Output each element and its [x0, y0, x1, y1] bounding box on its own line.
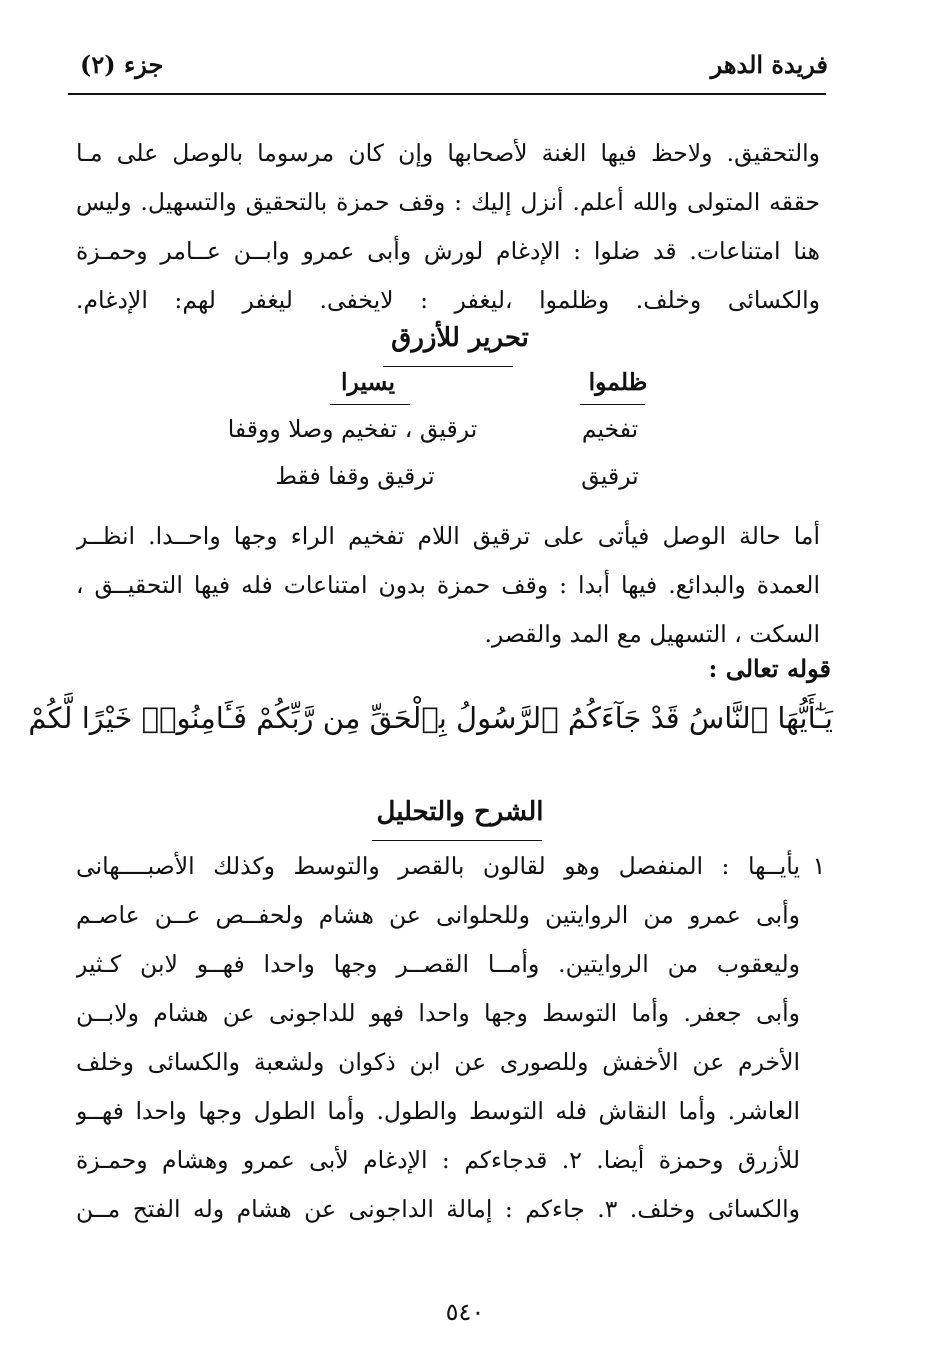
header-underline: [330, 404, 410, 405]
page-number: ٥٤٠: [445, 1298, 485, 1326]
header-underline: [580, 404, 645, 405]
table-cell: تفخيم: [581, 415, 639, 443]
paragraph-3: [76, 842, 800, 1234]
table-cell: ترقيق: [581, 462, 639, 490]
section-title-tahrir: تحرير للأزرق: [391, 323, 529, 353]
text-line: والكسائى وخلف. وظلموا ،ليغفر : لايخفى. ليغفر لهم: الإدغام.: [76, 286, 820, 314]
table-header-yasira: يسيرا: [340, 368, 396, 396]
text-line: وليعقوب من الروايتين. وأمــا القصــر وجها واحدا فهــو لابن كـثير: [76, 950, 800, 978]
header-rule: [68, 93, 826, 95]
text-line: الأخرم عن الأخفش وللصورى عن ابن ذكوان ولشعبة والكسائى وخلف: [76, 1048, 800, 1076]
table-header-zalamu: ظلموا: [588, 368, 648, 396]
title-underline: [383, 366, 513, 367]
text-line: العاشر. وأما النقاش فله التوسط والطول. وأما الطول وجها واحدا فهــو: [76, 1097, 800, 1125]
text-line: حققه المتولى والله أعلم. أنزل إليك : وقف حمزة بالتحقيق والتسهيل. وليس: [76, 188, 820, 216]
text-line: والتحقيق. ولاحظ فيها الغنة لأصحابها وإن كان مرسوما بالوصل على مـا: [76, 139, 820, 167]
text-line: للأزرق وحمزة أيضا. ٢. قدجاءكم : الإدغام لأبى عمرو وهشام وحمـزة: [76, 1146, 800, 1174]
text-line: وأبى عمرو من الروايتين وللحلوانى عن هشام ولحفــص عــن عاصـم: [76, 901, 800, 929]
text-line: يأيــها : المنفصل وهو لقالون بالقصر والتوسط وكذلك الأصبــــهانى: [76, 852, 800, 880]
table-cell: ترقيق وقفا فقط: [275, 462, 435, 490]
text-line: أما حالة الوصل فيأتى على ترقيق اللام تفخيم الراء وجها واحــدا. انظــر: [76, 522, 820, 550]
text-line: والكسائى وخلف. ٣. جاءكم : إمالة الداجونى عن هشام وله الفتح مــن: [76, 1195, 800, 1223]
verse-label: قوله تعالى :: [708, 654, 831, 683]
item-number: ١: [812, 852, 826, 880]
title-underline: [372, 840, 542, 841]
text-line: العمدة والبدائع. فيها أبدا : وقف حمزة بدون امتناعات فله فيها التحقيــق ،: [76, 571, 820, 599]
section-title-sharh: الشرح والتحليل: [376, 797, 544, 827]
paragraph-1: [76, 129, 820, 325]
running-header: [68, 46, 828, 94]
quran-verse: يَـٰٓأَيُّهَا ٱلنَّاسُ قَدْ جَآءَكُمُ ٱلرَّسُولُ بِٱلْحَقِّ مِن رَّبِّكُمْ فَـَٔامِنُوا۟ خَيْرًا لَّكُمْ: [28, 701, 833, 735]
part-label: جزء (٢): [80, 50, 164, 79]
text-line: السكت ، التسهيل مع المد والقصر.: [484, 620, 820, 648]
table-cell: ترقيق ، تفخيم وصلا ووقفا: [227, 415, 478, 443]
paragraph-2: [76, 512, 820, 659]
book-title: فريدة الدهر: [710, 50, 828, 79]
text-line: هنا امتناعات. قد ضلوا : الإدغام لورش وأبى عمرو وابــن عــامر وحمـزة: [76, 237, 820, 265]
text-line: وأبى جعفر. وأما التوسط وجها واحدا فهو للداجونى عن هشام ولابــن: [76, 999, 800, 1027]
